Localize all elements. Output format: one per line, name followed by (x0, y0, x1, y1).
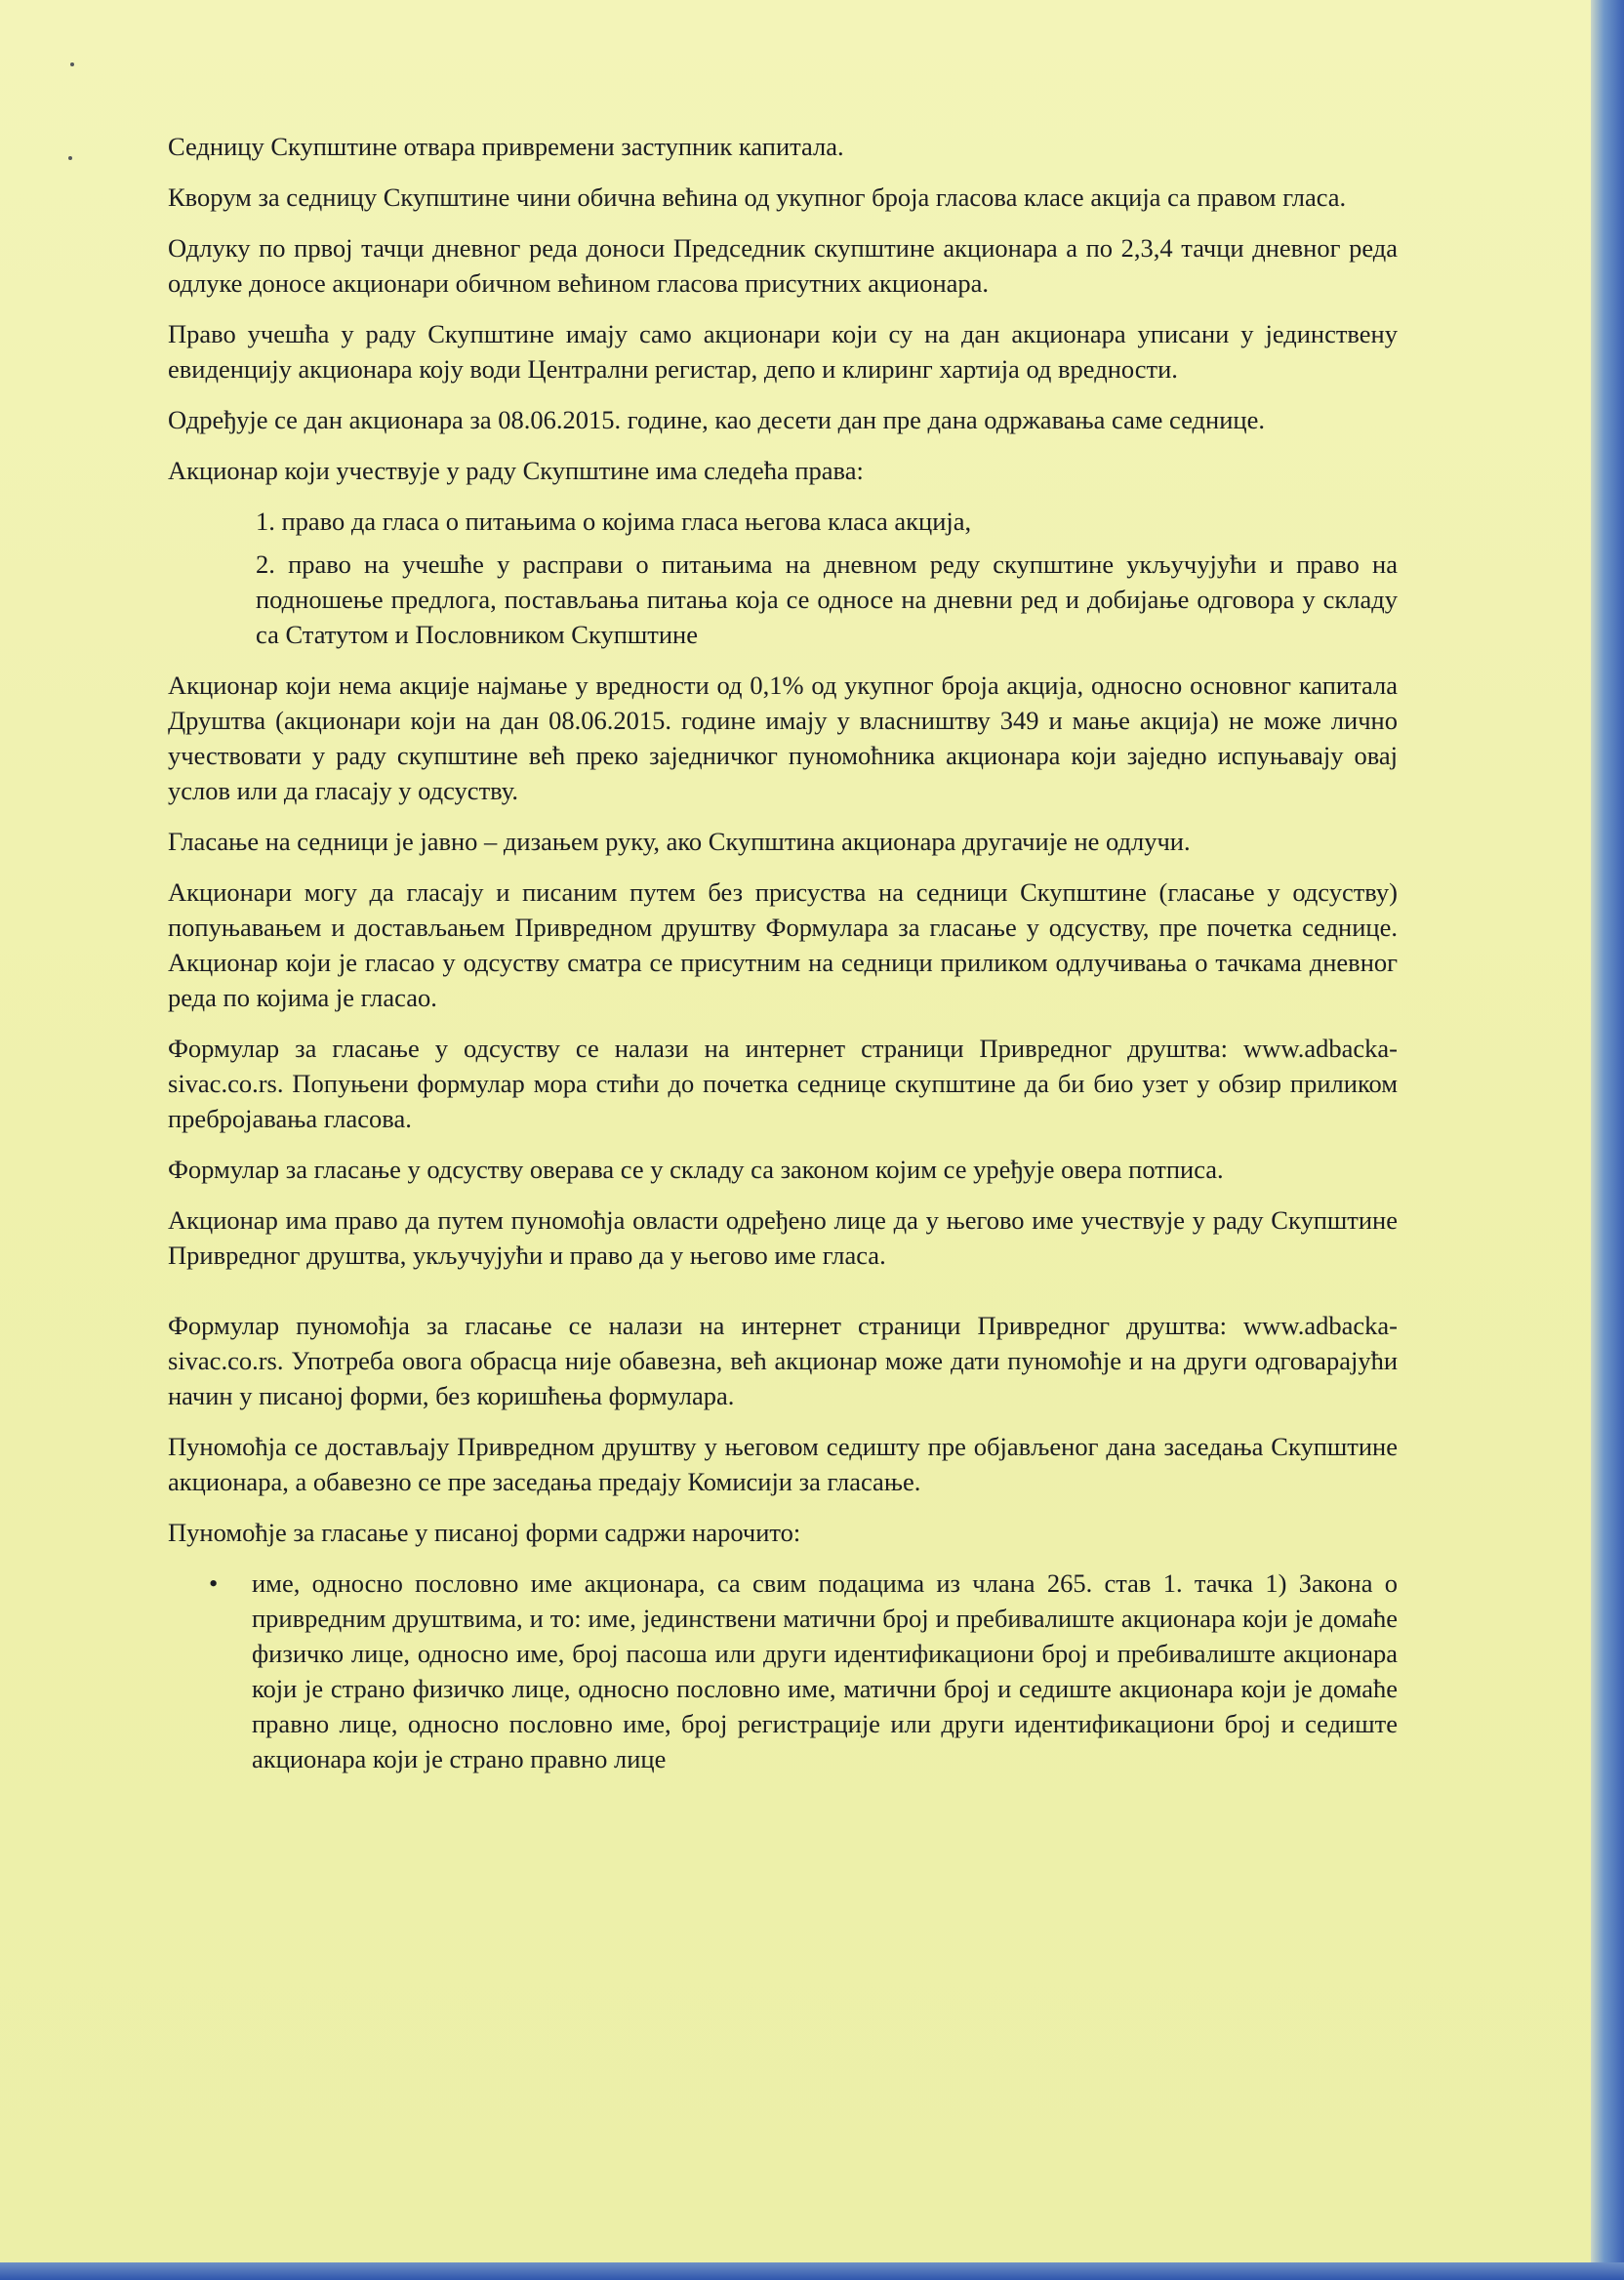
paragraph: Седницу Скупштине отвара привремени заступник капитала. (168, 132, 844, 161)
paragraph: Одређује се дан акционара за 08.06.2015. године, као десети дан пре дана одржавања саме седнице. (168, 405, 1265, 434)
list-item: 2. право на учешће у расправи о питањима на дневном реду скупштине укључујући и право на подношење предлога, постављања питања која се односе на дневни ред и добијање одговора у складу са Статутом и Пословником Скупштине (256, 550, 1398, 649)
list-item: 1. право да гласа о питањима о којима гласа његова класа акција, (256, 507, 972, 536)
list-item-text: име, односно пословно име акционара, са свим подацима из члана 265. став 1. тачка 1) Закона о привредним друштвима, и то: име, јединствени матични број и пребивалиште акционара који је домаће физичко лице, односно име, број пасоша или други идентификациони број и пребивалиште акционара који је страно физичко лице, односно пословно име, матични број и седиште акционара који је домаће правно лице, односно пословно име, број регистрације или други идентификациони број и седиште акционара који је страно правно лице (252, 1568, 1398, 1773)
scan-speck (68, 156, 72, 160)
paragraph: Пуномоћје за гласање у писаној форми садржи нарочито: (168, 1518, 801, 1547)
scan-speck (70, 62, 74, 66)
rights-list (168, 504, 1398, 652)
paragraph: Кворум за седницу Скупштине чини обична већина од укупног броја гласова класе акција са правом гласа. (168, 183, 1347, 212)
bullet-icon: • (209, 1568, 219, 1598)
scanner-edge-bottom (0, 2262, 1624, 2280)
document-body (168, 129, 1398, 1792)
scanner-edge-right (1591, 0, 1624, 2280)
paragraph: Гласање на седници је јавно – дизањем руку, ако Скупштина акционара другачије не одлучи. (168, 827, 1191, 856)
paragraph: Акционар има право да путем пуномоћја овласти одређено лице да у његово име учествује у раду Скупштине Привредног друштва, укључујући и право да у његово име гласа. (168, 1205, 1398, 1270)
paragraph: Формулар пуномоћја за гласање се налази на интернет страници Привредног друштва: www.adbacka-sivac.co.rs. Употреба овога обрасца није обавезна, већ акционар може дати пуномоћје и на други одговарајући начин у писаној форми, без коришћења формулара. (168, 1311, 1398, 1410)
proxy-requirements-list (168, 1566, 1398, 1776)
list-item (168, 1566, 1398, 1776)
paragraph: Акционар који учествује у раду Скупштине има следећа права: (168, 456, 864, 485)
paragraph: Акционари могу да гласају и писаним путем без присуства на седници Скупштине (гласање у одсуству) попуњавањем и достављањем Привредном друштву Формулара за гласање у одсуству, пре почетка седнице. Акционар који је гласао у одсуству сматра се присутним на седници приликом одлучивања о тачкама дневног реда по којима је гласао. (168, 877, 1398, 1012)
paragraph: Акционар који нема акције најмање у вредности од 0,1% од укупног броја акција, односно основног капитала Друштва (акционари који на дан 08.06.2015. године имају у власништву 349 и мање акција) не може лично учествовати у раду скупштине већ преко заједничког пуномоћника акционара који заједно испуњавају овај услов или да гласају у одсуству. (168, 671, 1398, 805)
paragraph: Право учешћа у раду Скупштине имају само акционари који су на дан акционара уписани у јединствену евиденцију акционара коју води Централни регистар, депо и клиринг хартија од вредности. (168, 319, 1398, 384)
spacer (168, 1288, 1398, 1308)
paragraph: Пуномоћја се достављају Привредном друштву у његовом седишту пре објављеног дана заседања Скупштине акционара, а обавезно се пре заседања предају Комисији за гласање. (168, 1432, 1398, 1496)
paragraph: Формулар за гласање у одсуству се налази на интернет страници Привредног друштва: www.adbacka-sivac.co.rs. Попуњени формулар мора стићи до почетка седнице скупштине да би био узет у обзир приликом пребројавања гласова. (168, 1034, 1398, 1133)
paragraph: Одлуку по првој тачци дневног реда доноси Председник скупштине акционара а по 2,3,4 тачци дневног реда одлуке доносе акционари обичном већином гласова присутних акционара. (168, 233, 1398, 298)
paragraph: Формулар за гласање у одсуству оверава се у складу са законом којим се уређује овера потписа. (168, 1155, 1224, 1184)
